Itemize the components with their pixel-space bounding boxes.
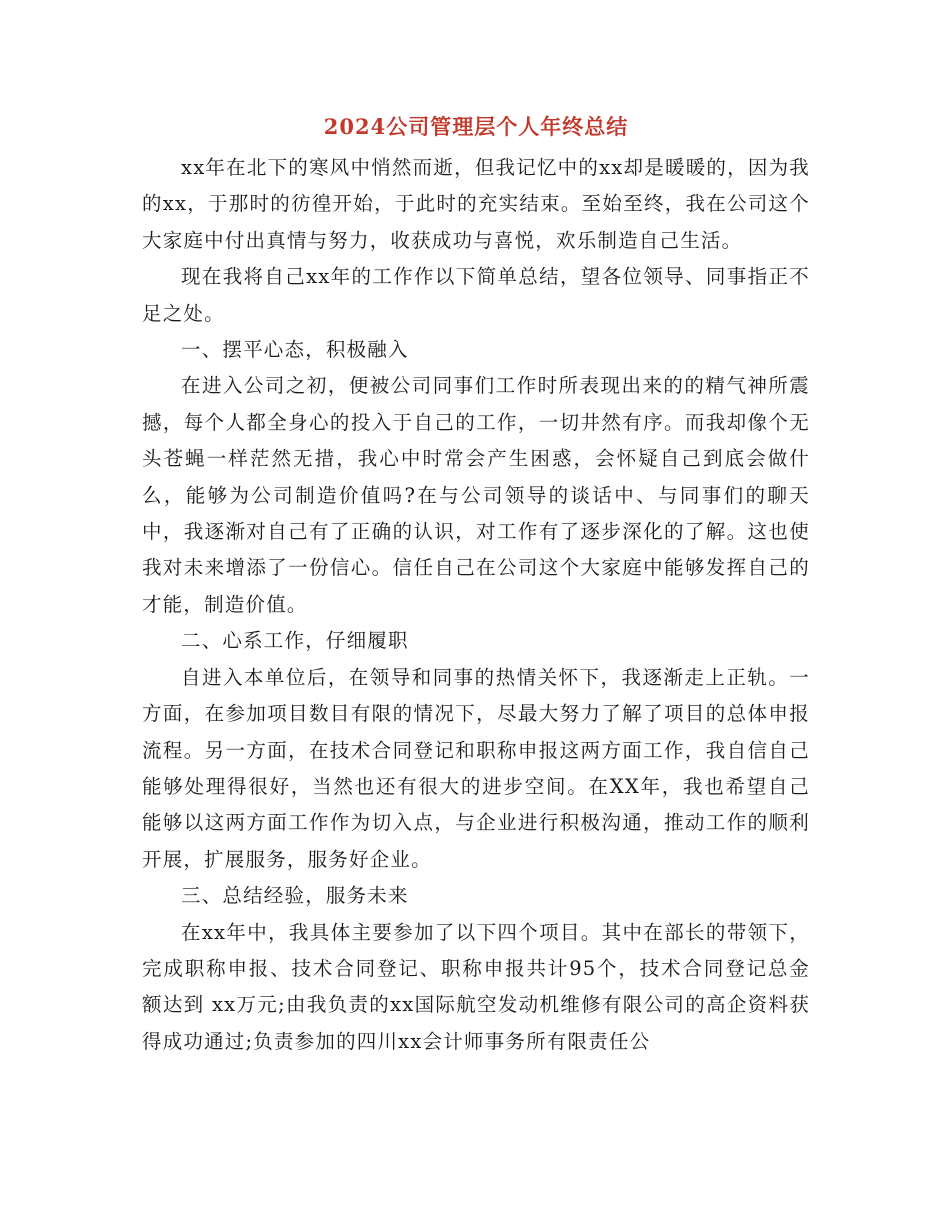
- paragraph-section-2: 自进入本单位后，在领导和同事的热情关怀下，我逐渐走上正轨。一方面，在参加项目数目有限的情况下，尽最大努力了解了项目的总体申报流程。另一方面，在技术合同登记和职称申报这两方面工作，我自信自己能够处理得很好，当然也还有很大的进步空间。在XX年，我也希望自己能够以这两方面工作作为切入点，与企业进行积极沟通，推动工作的顺利开展，扩展服务，服务好企业。: [142, 665, 810, 871]
- paragraph-section-1: 在进入公司之初，便被公司同事们工作时所表现出来的的精气神所震撼，每个人都全身心的投入于自己的工作，一切井然有序。而我却像个无头苍蝇一样茫然无措，我心中时常会产生困惑，会怀疑自己到底会做什么，能够为公司制造价值吗?在与公司领导的谈话中、与同事们的聊天中，我逐渐对自己有了正确的认识，对工作有了逐步深化的了解。这也使我对未来增添了一份信心。信任自己在公司这个大家庭中能够发挥自己的才能，制造价值。: [142, 374, 810, 616]
- section-heading-1: 一、摆平心态，积极融入: [181, 338, 409, 362]
- section-heading-2: 二、心系工作，仔细履职: [181, 629, 409, 653]
- paragraph-section-3: 在xx年中，我具体主要参加了以下四个项目。其中在部长的带领下，完成职称申报、技术合同登记、职称申报共计95个，技术合同登记总金额达到 xx万元;由我负责的xx国际航空发动机维修有限公司的高企资料获得成功通过;负责参加的四川xx会计师事务所有限责任公: [142, 920, 810, 1053]
- document-title: 2024公司管理层个人年终总结: [323, 114, 629, 139]
- paragraph-intro: xx年在北下的寒风中悄然而逝，但我记忆中的xx却是暖暖的，因为我的xx，于那时的彷徨开始，于此时的充实结束。至始至终，我在公司这个大家庭中付出真情与努力，收获成功与喜悦，欢乐制造自己生活。: [142, 156, 810, 252]
- section-heading-3: 三、总结经验，服务未来: [181, 884, 409, 908]
- paragraph-summary-note: 现在我将自己xx年的工作作以下简单总结，望各位领导、同事指正不足之处。: [142, 265, 810, 325]
- document-page: [142, 112, 810, 1060]
